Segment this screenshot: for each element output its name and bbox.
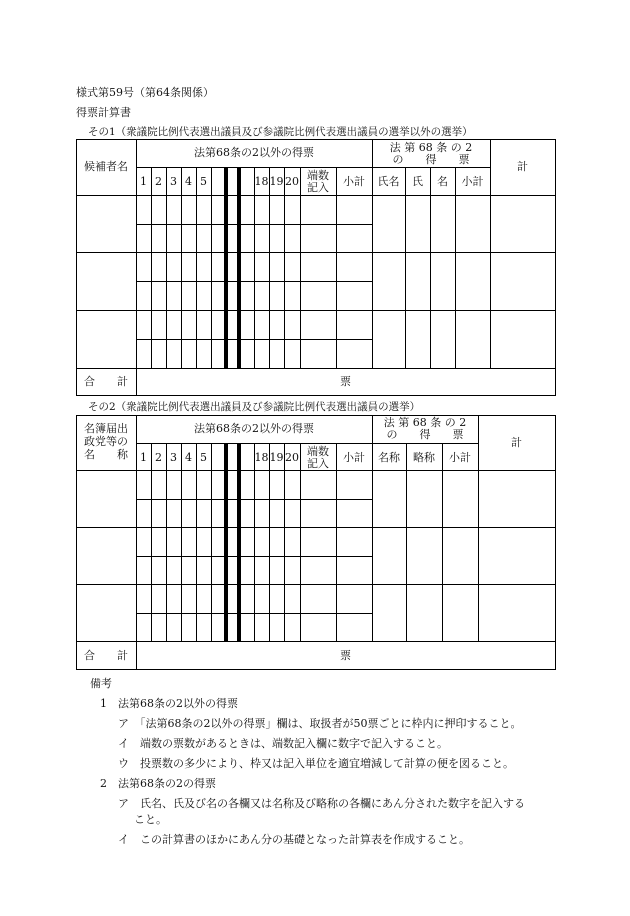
total-header: 計 [511,436,522,449]
tally-col-num: 2 [155,175,162,188]
form-number: 様式第59号（第64条関係） [76,86,214,99]
tally-col-num: 1 [140,175,147,188]
grand-total-label: 合 計 [84,375,128,388]
sub-col-subtotal: 小計 [461,175,484,188]
remark-item: 2 法第68条の2の得票 [100,777,216,790]
remarks-heading: 備考 [90,677,112,690]
tally-col-num: 3 [170,175,177,188]
tally-col-num: 20 [285,175,299,188]
fraction-entry-header-1: 端数 [307,445,329,458]
sub-col-subtotal: 小計 [449,451,471,464]
party-name-header-1: 名簿届出 [84,422,128,435]
grand-total-unit: 票 [340,375,351,388]
fraction-entry-header-2: 記入 [307,181,329,194]
fraction-entry-header-2: 記入 [307,457,329,470]
subtotal-header: 小計 [343,175,365,188]
sub-col-name: 名称 [378,451,400,464]
sub-col-full-name: 氏名 [377,175,400,188]
tally-col-num: 5 [200,175,207,188]
grand-total-label: 合 計 [84,649,128,662]
tally-col-num: 2 [155,451,162,464]
tally-col-num: 4 [185,451,192,464]
total-header: 計 [517,160,528,173]
group-header-68-2-other: 法第68条の2以外の得票 [194,422,314,435]
tally-col-num: 18 [254,451,269,464]
fraction-entry-header-1: 端数 [307,169,329,182]
tally-col-num: 3 [170,451,177,464]
remark-item: イ この計算書のほかにあん分の基礎となった計算表を作成すること。 [118,833,470,846]
tally-col-num: 1 [140,451,147,464]
group-header-68-2-line1: 法 第 68 条 の 2 [383,416,467,429]
sub-col-given-name: 名 [437,175,448,188]
tally-col-num: 5 [200,451,207,464]
group-header-68-2-other: 法第68条の2以外の得票 [194,146,314,159]
party-name-header-2: 政党等の [84,435,128,448]
group-header-68-2-line2: の 得 票 [392,153,470,166]
remark-item: ウ 投票数の多少により、枠又は記入単位を適宜増減して計算の便を図ること。 [118,757,514,770]
party-name-header-3: 名 称 [84,448,128,461]
sub-col-surname: 氏 [412,175,423,188]
document-title: 得票計算書 [76,106,131,119]
remark-item: こと。 [134,813,167,826]
subtotal-header: 小計 [343,451,365,464]
table2-caption: その2（衆議院比例代表選出議員及び参議院比例代表選出議員の選挙） [88,401,421,413]
remark-item: ア 氏名、氏及び名の各欄又は名称及び略称の各欄にあん分された数字を記入する [118,797,525,810]
grand-total-unit: 票 [340,649,351,662]
sub-col-abbreviation: 略称 [413,451,435,464]
candidate-name-header: 候補者名 [84,160,128,173]
tally-col-num: 19 [269,175,284,188]
tally-col-num: 18 [254,175,269,188]
remark-item: イ 端数の票数があるときは、端数記入欄に数字で記入すること。 [118,737,448,750]
group-header-68-2-line2: の 得 票 [386,428,464,441]
table1-caption: その1（衆議院比例代表選出議員及び参議院比例代表選出議員の選挙以外の選挙） [88,126,473,138]
group-header-68-2-line1: 法 第 68 条 の 2 [389,141,473,154]
remark-item: 1 法第68条の2以外の得票 [100,697,238,710]
remark-item: ア 「法第68条の2以外の得票」欄は、取扱者が50票ごとに枠内に押印すること。 [118,717,522,730]
tally-col-num: 4 [185,175,192,188]
tally-col-num: 19 [269,451,284,464]
tally-col-num: 20 [285,451,299,464]
